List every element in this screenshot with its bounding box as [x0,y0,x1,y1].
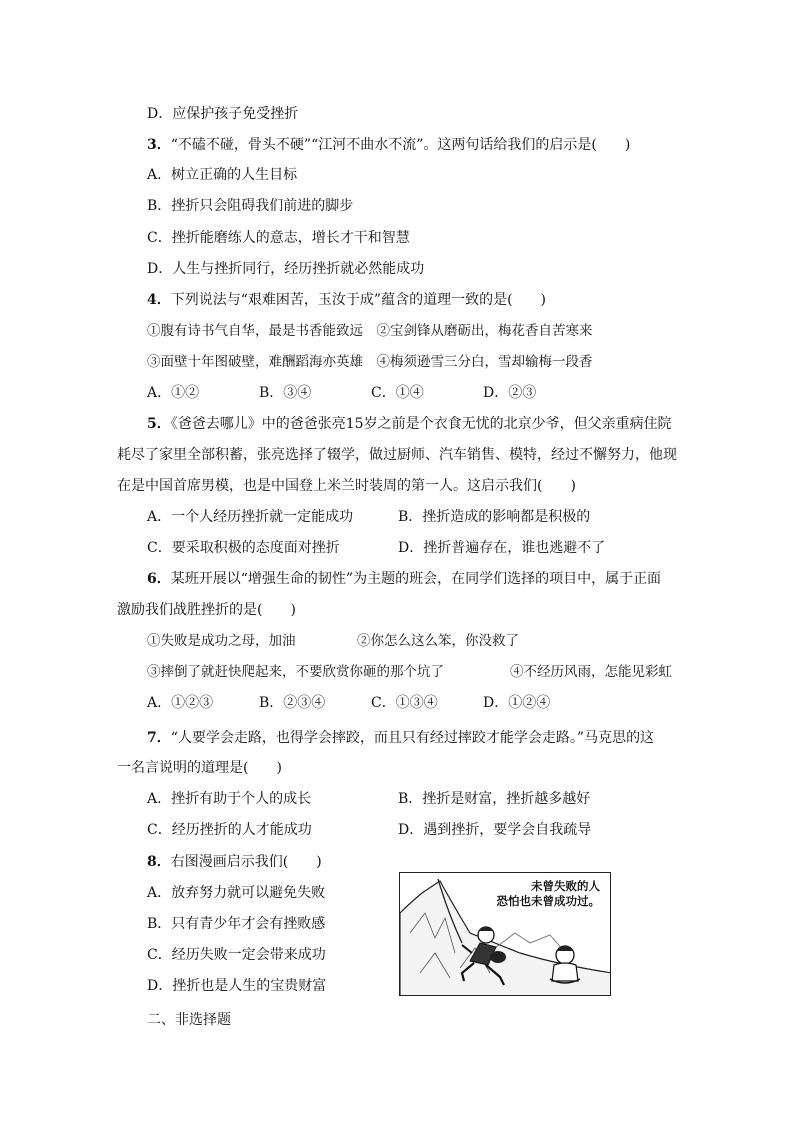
q6-item-2: ②你怎么这么笨，你没救了 [357,633,519,649]
q7-option-d: D．遇到挫折，要学会自我疏导 [398,822,592,838]
question-5-stem-line3: 在是中国首席男模，也是中国登上米兰时装周的第一人。这启示我们( ) [117,478,576,494]
question-number: 3． [147,137,171,153]
q7-option-b: B．挫折是财富，挫折越多越好 [398,791,591,807]
comic-illustration [399,872,611,996]
q6-item-1: ①失败是成功之母，加油 [147,633,296,649]
q8-option-b: B．只有青少年才会有挫败感 [147,916,326,932]
q6-option-d: D．①②④ [483,695,551,711]
q4-option-c: C．①④ [371,385,424,401]
question-7-stem: 7．“人要学会走路，也得学会摔跤，而且只有经过摔跤才能学会走路。”马克思的这 [147,730,655,746]
q5-option-a: A．一个人经历挫折就一定能成功 [147,509,354,525]
q8-option-a: A．放弃努力就可以避免失败 [147,885,326,901]
q6-option-c: C．①③④ [371,695,438,711]
option-d-prev: D．应保护孩子免受挫折 [147,106,299,122]
question-8-stem: 8．右图漫画启示我们( ) [147,854,322,870]
q6-option-b: B．②③④ [259,695,326,711]
question-6-stem: 6．某班开展以“增强生命的韧性”为主题的班会，在同学们选择的项目中，属于正面 [147,571,662,587]
question-number: 7． [147,730,171,746]
q5-option-b: B．挫折造成的影响都是积极的 [398,509,591,525]
question-number: 8． [147,854,171,870]
question-3-stem: 3．“不磕不碰，骨头不硬”“江河不曲水不流”。这两句话给我们的启示是( ) [147,137,631,153]
q3-option-c: C．挫折能磨练人的意志，增长才干和智慧 [147,230,410,246]
q4-option-b: B．③④ [259,385,312,401]
question-number: 6． [147,571,171,587]
q5-option-c: C．要采取积极的态度面对挫折 [147,540,340,556]
q7-option-c: C．经历挫折的人才能成功 [147,822,312,838]
q4-option-a: A．①② [147,385,200,401]
q4-items-1: ①腹有诗书气自华，最是书香能致远 ②宝剑锋从磨砺出，梅花香自苦寒来 [147,323,593,339]
comic-caption: 未曾失败的人 恐怕也未曾成功过。 [496,879,600,908]
section-heading: 二、非选择题 [147,1012,231,1028]
q4-items-2: ③面壁十年图破壁，难酬蹈海亦英雄 ④梅须逊雪三分白，雪却输梅一段香 [147,354,593,370]
question-number: 4． [147,292,171,308]
q8-option-d: D．挫折也是人生的宝贵财富 [147,978,327,994]
q6-item-4: ④不经历风雨，怎能见彩虹 [510,664,672,680]
q6-item-3: ③摔倒了就赶快爬起来，不要欣赏你砸的那个坑了 [147,664,444,680]
q3-option-a: A．树立正确的人生目标 [147,167,298,183]
question-number: 5． [147,416,171,432]
q8-option-c: C．经历失败一定会带来成功 [147,947,326,963]
q5-option-d: D．挫折普遍存在，谁也逃避不了 [398,540,606,556]
question-5-stem: 5．《爸爸去哪儿》中的爸爸张亮15岁之前是个衣食无忧的北京少爷，但父亲重病住院 [147,416,672,432]
q3-option-b: B．挫折只会阻碍我们前进的脚步 [147,198,354,214]
question-4-stem: 4．下列说法与“艰难困苦，玉汝于成”蕴含的道理一致的是( ) [147,292,546,308]
question-6-stem-line2: 激励我们战胜挫折的是( ) [117,602,296,618]
question-5-stem-line2: 耗尽了家里全部积蓄，张亮选择了辍学，做过厨师、汽车销售、模特，经过不懈努力，他现 [117,447,677,463]
q7-option-a: A．挫折有助于个人的成长 [147,791,312,807]
q6-option-a: A．①②③ [147,695,214,711]
question-7-stem-line2: 一名言说明的道理是( ) [117,760,282,776]
q4-option-d: D．②③ [483,385,537,401]
q3-option-d: D．人生与挫折同行，经历挫折就必然能成功 [147,261,425,277]
